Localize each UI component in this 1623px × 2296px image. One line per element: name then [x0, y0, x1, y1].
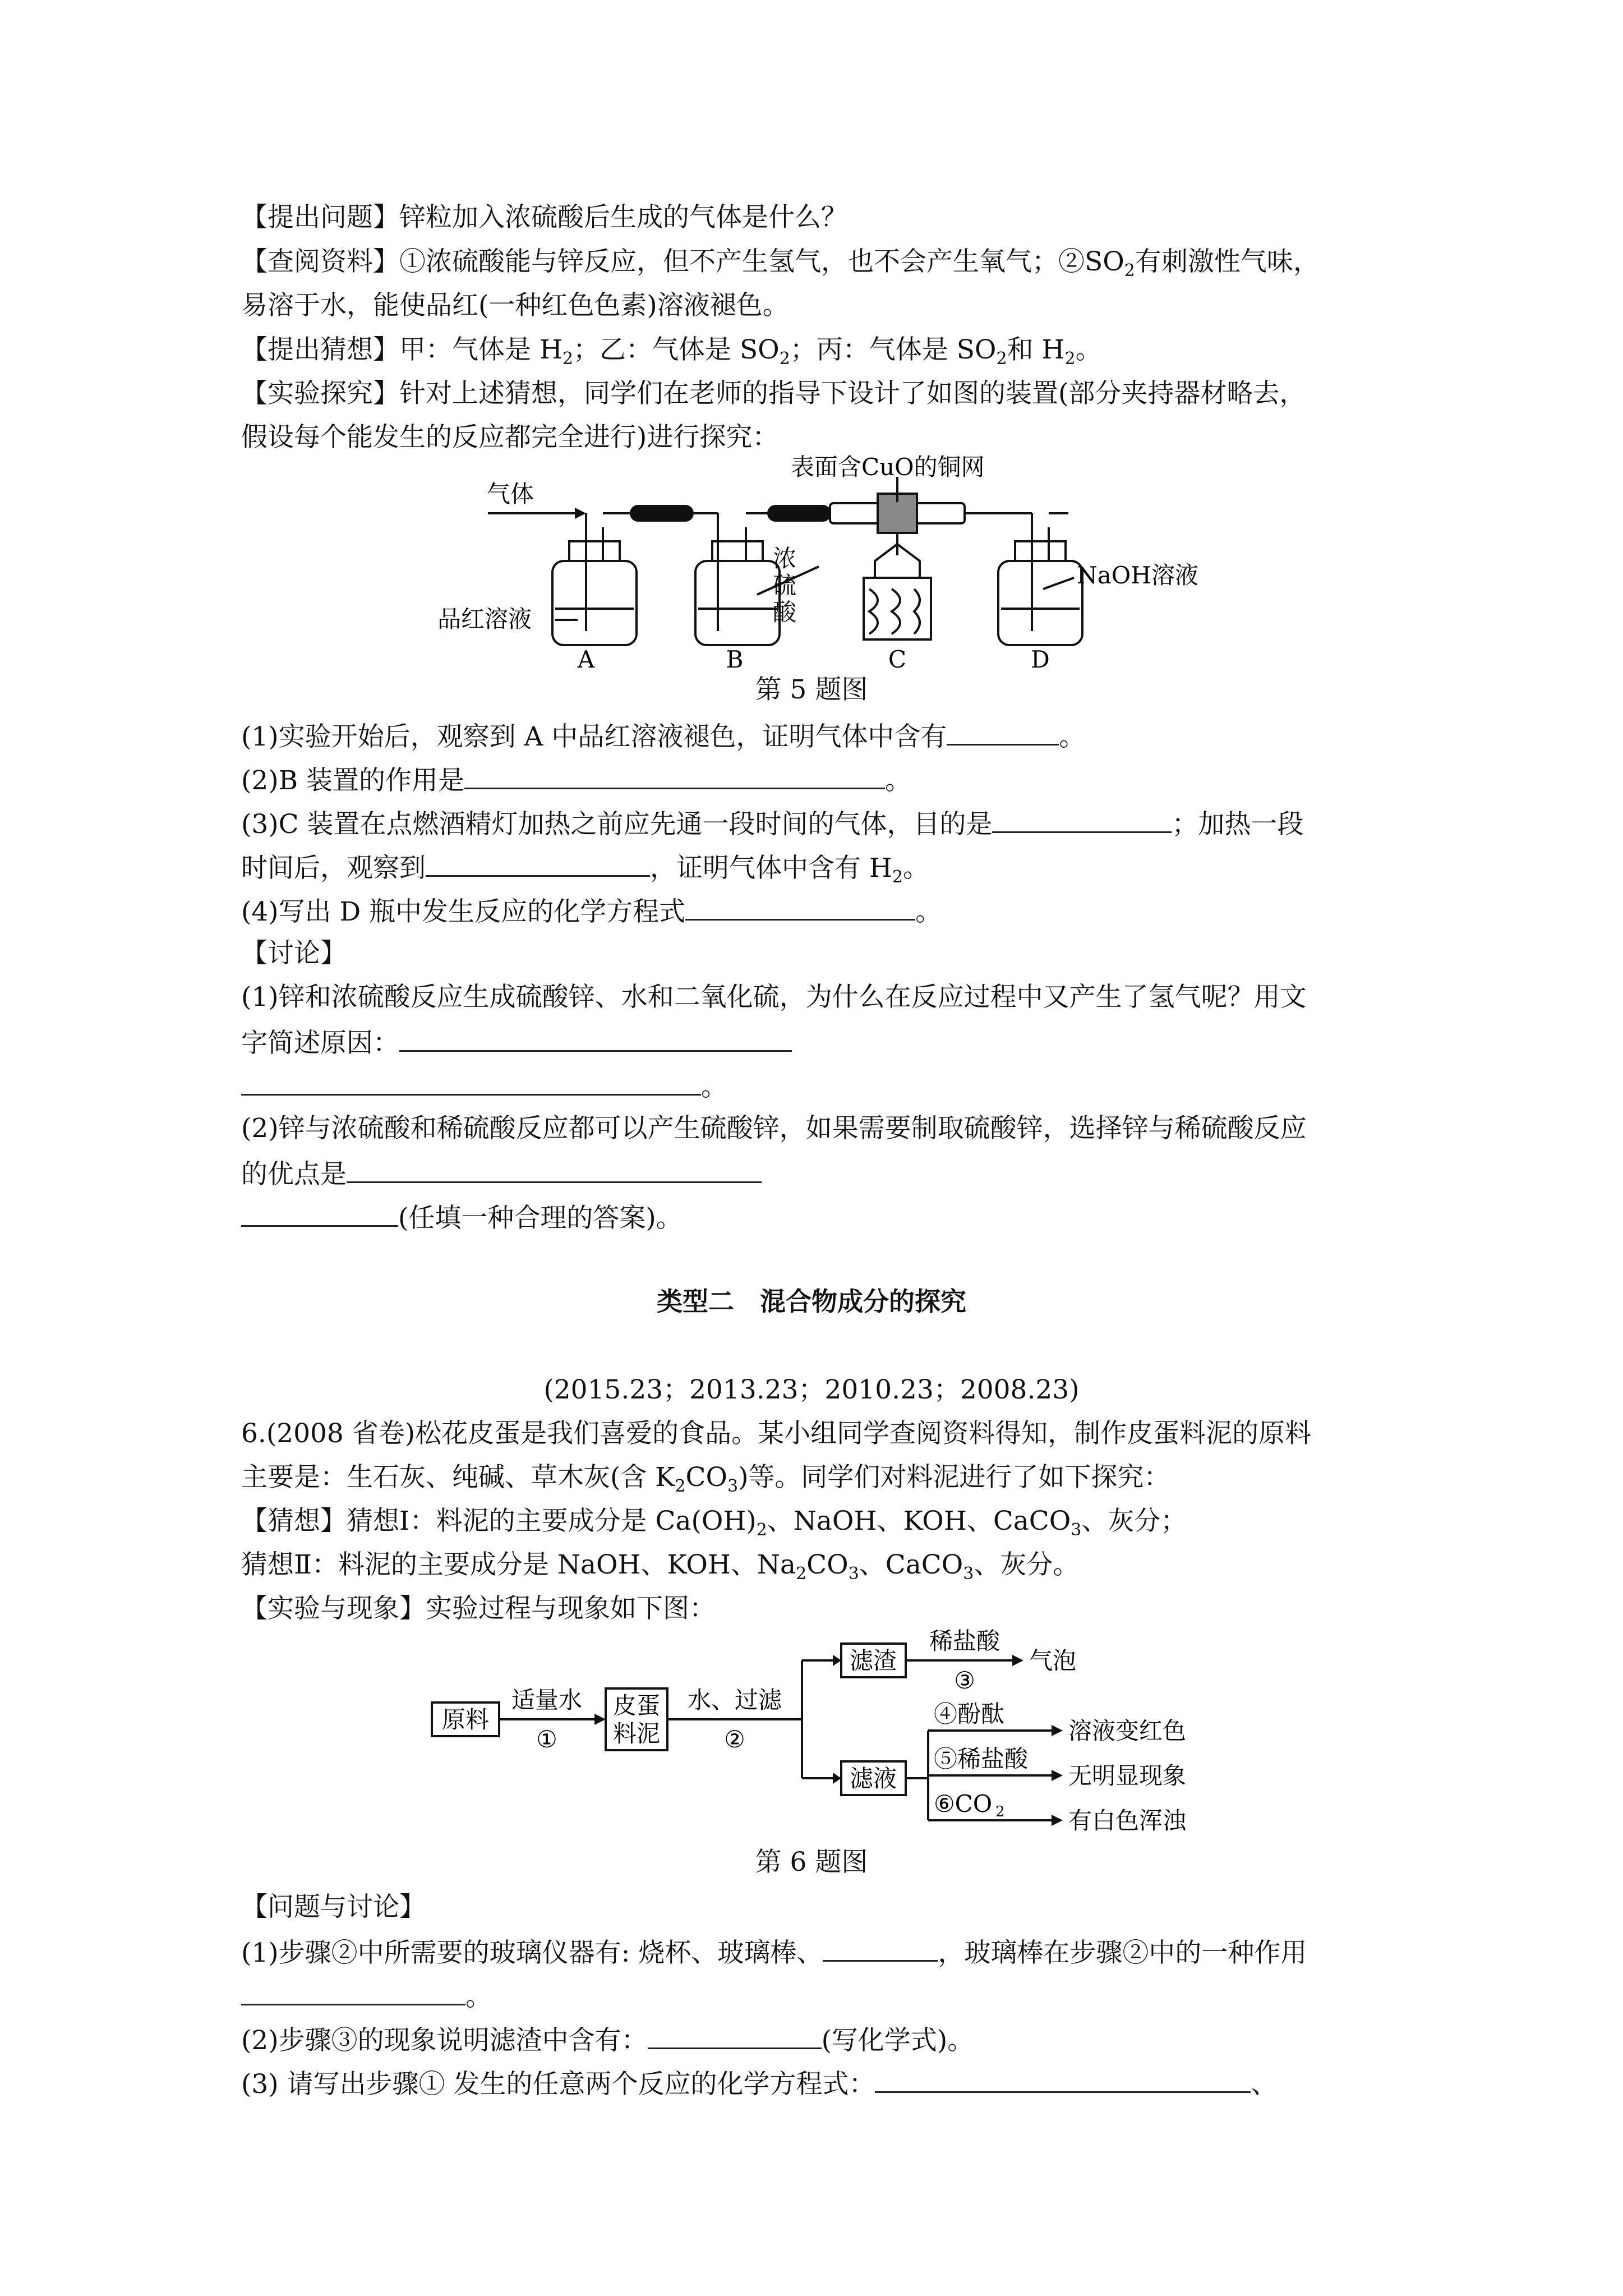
q5-reference-text: 有刺激性气味， [1135, 246, 1320, 277]
item-text: (任填一种合理的答案)。 [398, 1203, 683, 1234]
water-label: 适量水 [511, 1686, 583, 1714]
q6-guess-tag: 【猜想】 [241, 1506, 347, 1536]
item-text: (2)步骤③的现象说明滤渣中含有： [241, 2025, 648, 2056]
q6-discuss-p1 [241, 1934, 1307, 1970]
white-label: 有白色浑浊 [1068, 1807, 1187, 1834]
item-text: (1)实验开始后，观察到 A 中品红溶液褪色，证明气体中含有 [241, 721, 947, 752]
mud-label-1: 皮蛋 [612, 1692, 661, 1719]
item-text: 、灰分； [1081, 1506, 1187, 1536]
filtrate-label: 滤液 [849, 1765, 897, 1792]
sub: 3 [963, 1564, 974, 1584]
q6-exp-tag: 【实验与现象】 [241, 1593, 426, 1624]
filter-label: 水、过滤 [687, 1686, 782, 1714]
item-text: )等。同学们对料泥进行了如下探究： [738, 1462, 1170, 1493]
co2-sub: 2 [995, 1803, 1005, 1820]
answer-blank[interactable] [875, 2065, 1251, 2093]
letter-a: A [577, 646, 595, 673]
q5-discussion-tag: 【讨论】 [241, 938, 347, 969]
q5-experiment-tag: 【实验探究】 [241, 378, 399, 409]
item-text: ，玻璃棒在步骤②中的一种作用 [938, 1938, 1307, 1968]
q6-flow-caption: 第 6 题图 [755, 1847, 868, 1878]
item-text: (4)写出 D 瓶中发生反应的化学方程式 [241, 896, 686, 927]
sub: 2 [996, 349, 1007, 369]
sub: 2 [779, 349, 790, 369]
q6-discuss-p1c [241, 1978, 492, 2014]
section-title: 类型二 混合物成分的探究 [657, 1286, 966, 1317]
item-text: 。 [701, 1071, 727, 1102]
q5-experiment-line2: 假设每个能发生的反应都完全进行)进行探究： [241, 422, 779, 453]
item-text: (1)步骤②中所需要的玻璃仪器有: 烧杯、玻璃棒、 [241, 1938, 823, 1968]
pinhong-label: 品红溶液 [437, 605, 532, 633]
item-text: (2)B 装置的作用是 [241, 765, 465, 796]
gas-label: 气体 [487, 480, 534, 508]
letter-b: B [726, 646, 744, 673]
hyp-d: 和 H [1007, 334, 1065, 365]
phen-label: ④酚酞 [934, 1700, 1005, 1728]
item-text: 。 [885, 765, 912, 796]
answer-blank[interactable] [241, 1978, 465, 2005]
sub: 2 [1124, 261, 1135, 280]
hyp-b: ；乙：气体是 SO [573, 334, 780, 365]
item-text: 、CaCO [859, 1549, 963, 1580]
step2-label: ② [724, 1726, 745, 1753]
step3-label: ③ [954, 1667, 975, 1694]
item-text: 。 [465, 1981, 492, 2012]
step1-label: ① [536, 1726, 557, 1753]
item-text: CO [685, 1462, 727, 1493]
item-text: 主要是：生石灰、纯碱、草木灰(含 K [241, 1462, 675, 1493]
hcl5-label: ⑤稀盐酸 [934, 1745, 1029, 1773]
q6-discuss-p2 [241, 2022, 974, 2058]
red-label: 溶液变红色 [1068, 1717, 1187, 1745]
bubble-label: 气泡 [1029, 1647, 1077, 1674]
hcl3-label: 稀盐酸 [929, 1627, 1000, 1655]
item-text: 字简述原因： [241, 1028, 399, 1059]
item-text: CO [806, 1549, 849, 1580]
q5-figure-caption: 第 5 题图 [755, 674, 868, 705]
naoh-label: NaOH溶液 [1077, 562, 1198, 589]
item-text: 猜想Ⅰ：料泥的主要成分是 Ca(OH) [347, 1506, 757, 1536]
letter-c: C [888, 646, 907, 673]
section-years: (2015.23；2013.23；2010.23；2008.23) [543, 1374, 1080, 1405]
letter-d: D [1031, 646, 1050, 673]
q6-intro1: 6.(2008 省卷)松花皮蛋是我们喜爱的食品。某小组同学查阅资料得知，制作皮蛋料泥的原料 [241, 1418, 1312, 1449]
item-text: 。 [915, 896, 942, 927]
item-text: ，证明气体中含有 H [650, 853, 892, 884]
q5-hypothesis-tag: 【提出猜想】 [241, 334, 399, 365]
q5-discussion-d2a: (2)锌与浓硫酸和稀硫酸反应都可以产生硫酸锌，如果需要制取硫酸锌，选择锌与稀硫酸反应 [241, 1113, 1307, 1144]
item-text: 时间后，观察到 [241, 853, 426, 884]
sub: 3 [1071, 1520, 1082, 1540]
item-text: (3) 请写出步骤① 发生的任意两个反应的化学方程式： [241, 2069, 875, 2100]
item-text: (3)C 装置在点燃酒精灯加热之前应先通一段时间的气体，目的是 [241, 809, 993, 840]
acid-label-2: 硫 [773, 572, 797, 599]
item-text: 猜想Ⅱ：料泥的主要成分是 NaOH、KOH、Na [241, 1549, 796, 1580]
co2-label: ⑥CO [934, 1790, 993, 1818]
acid-label-1: 浓 [773, 545, 797, 572]
item-text: 、灰分。 [974, 1549, 1080, 1580]
residue-label: 滤渣 [849, 1647, 897, 1674]
item-text: 的优点是 [241, 1159, 347, 1190]
item-text: (写化学式)。 [821, 2025, 974, 2056]
raw-label: 原料 [441, 1706, 490, 1733]
mud-label-2: 料泥 [612, 1720, 661, 1747]
item-text: 实验过程与现象如下图： [426, 1593, 716, 1624]
sub: 2 [756, 1520, 767, 1540]
sub: 2 [796, 1564, 807, 1584]
sub: 2 [675, 1476, 686, 1496]
q5-reference-tag: 【查阅资料】 [241, 246, 399, 277]
q5-reference-line2: 易溶于水，能使品红(一种红色色素)溶液褪色。 [241, 290, 789, 321]
q5-reference-text: ①浓硫酸能与锌反应，但不产生氢气，也不会产生氧气；②SO [399, 246, 1124, 277]
q5-question-text: 锌粒加入浓硫酸后生成的气体是什么？ [399, 202, 847, 233]
item-text: 。 [1059, 721, 1086, 752]
none-label: 无明显现象 [1068, 1762, 1187, 1789]
q6-discuss-tag: 【问题与讨论】 [241, 1892, 426, 1922]
copper-label: 表面含CuO的铜网 [791, 453, 985, 481]
acid-label-3: 酸 [773, 599, 797, 626]
answer-blank[interactable] [648, 2022, 822, 2049]
q5-question-tag: 【提出问题】 [241, 202, 399, 233]
sub: 2 [562, 349, 574, 369]
item-text: ；加热一段 [1172, 809, 1304, 840]
answer-blank[interactable] [823, 1934, 938, 1962]
hyp-c: ；丙：气体是 SO [790, 334, 997, 365]
item-text: 、NaOH、KOH、CaCO [767, 1506, 1071, 1536]
sub: 3 [848, 1564, 859, 1584]
item-text: 、 [1251, 2069, 1278, 2100]
hyp-a: 甲：气体是 H [399, 334, 562, 365]
sub: 2 [1064, 349, 1076, 369]
q5-discussion-d1a: (1)锌和浓硫酸反应生成硫酸锌、水和二氧化硫，为什么在反应过程中又产生了氢气呢？用文 [241, 982, 1307, 1013]
q6-discuss-p3 [241, 2065, 1277, 2101]
q5-experiment-text: 针对上述猜想，同学们在老师的指导下设计了如图的装置(部分夹持器材略去， [399, 378, 1306, 409]
sub: 3 [727, 1476, 739, 1496]
hyp-e: 。 [1075, 334, 1102, 365]
item-text: 。 [903, 853, 930, 884]
sub: 2 [892, 867, 903, 887]
